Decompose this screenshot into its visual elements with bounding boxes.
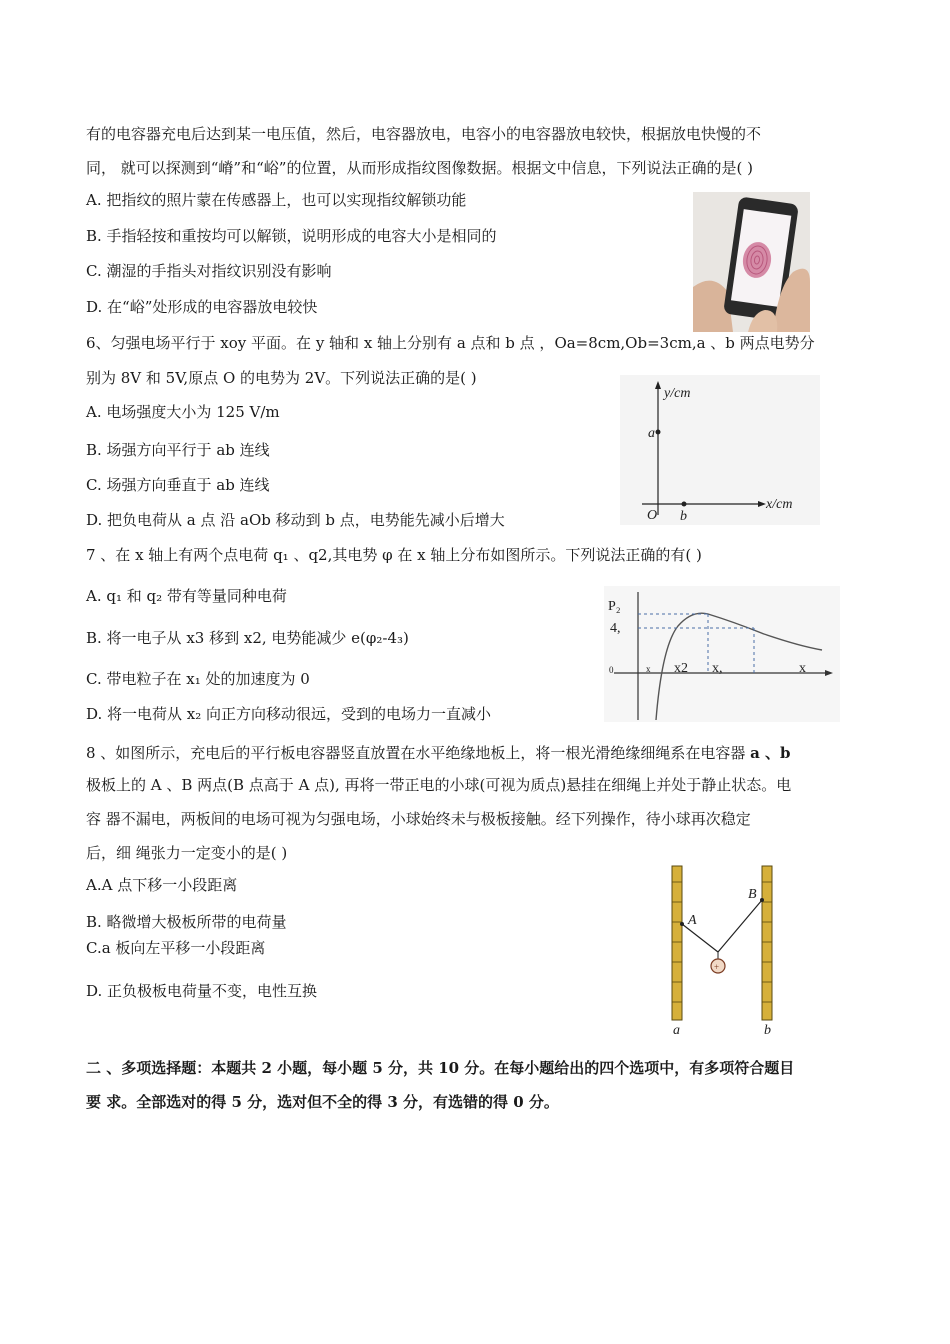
q8-plate-a (672, 866, 682, 1020)
q8-plate-b-label: b (764, 1023, 771, 1038)
q8-stem-line-3: 容 器不漏电，两板间的电场可视为匀强电场，小球始终未与极板接触。经下列操作，待小球再次稳定 (86, 810, 751, 828)
q6-point-a-dot (656, 430, 661, 435)
q8-capacitor-figure (660, 862, 785, 1040)
q6-option-b: B. 场强方向平行于 ab 连线 (86, 441, 270, 459)
q8-plate-b (762, 866, 772, 1020)
q6-stem-line-2: 别为 8V 和 5V,原点 O 的电势为 2V。下列说法正确的是( ) (86, 369, 477, 387)
q8-stem-line-1-text: 8 、如图所示，充电后的平行板电容器竖直放置在水平绝缘地板上，将一根光滑绝缘细绳系在电容器 (86, 744, 751, 762)
q8-B-label: B (748, 887, 757, 902)
section2-line-1: 二 、多项选择题：本题共 2 小题，每小题 5 分，共 10 分。在每小题给出的四个选项中，有多项符合题目 (86, 1059, 795, 1077)
q7-x2-label: x2 (674, 661, 688, 676)
q7-option-a: A. q₁ 和 q₂ 带有等量同种电荷 (86, 587, 287, 605)
q6-option-a: A. 电场强度大小为 125 V/m (86, 403, 280, 421)
section2-line-2: 要 求。全部选对的得 5 分，选对但不全的得 3 分，有选错的得 0 分。 (86, 1093, 559, 1111)
q6-option-d: D. 把负电荷从 a 点 沿 aOb 移动到 b 点，电势能先减小后增大 (86, 511, 505, 529)
q7-x-axis-label: x (799, 661, 806, 676)
q6-y-label: y/cm (664, 386, 691, 401)
q8-stem-line-2: 极板上的 A 、B 两点(B 点高于 A 点), 再将一带正电的小球(可视为质点)悬挂在细绳上并处于静止状态。电 (86, 776, 792, 794)
intro-line-2: 同， 就可以探测到“嵴”和“峪”的位置，从而形成指纹图像数据。根据文中信息，下列说法正确的是( ) (86, 159, 753, 177)
q7-option-d: D. 将一电荷从 x₂ 向正方向移动很远，受到的电场力一直减小 (86, 705, 492, 723)
q6-point-b-dot (682, 502, 687, 507)
q6-stem-line-1: 6、匀强电场平行于 xoy 平面。在 y 轴和 x 轴上分别有 a 点和 b 点 ，Oa=8cm,Ob=3cm,a 、b 两点电势分 (86, 334, 815, 352)
q7-potential-figure (604, 586, 840, 722)
fingerprint-phone-image (693, 192, 810, 332)
q8-A-label: A (688, 913, 697, 928)
q7-zero-label: 0 (609, 665, 614, 675)
q7-x3-label: x, (712, 661, 723, 676)
q7-p4-label: 4, (610, 621, 621, 636)
q6-origin-label: O (647, 508, 658, 523)
q6-x-label: x/cm (766, 497, 793, 512)
q8-option-b: B. 略微增大极板所带的电荷量 (86, 913, 287, 931)
q8-stem-line-1 (86, 743, 791, 763)
q5-option-d: D. 在“峪”处形成的电容器放电较快 (86, 298, 318, 316)
q8-stem-line-4: 后，细 绳张力一定变小的是( ) (86, 844, 288, 862)
q8-option-a: A.A 点下移一小段距离 (86, 876, 238, 894)
q5-option-c: C. 潮湿的手指头对指纹识别没有影响 (86, 262, 332, 280)
q5-option-b: B. 手指轻按和重按均可以解锁，说明形成的电容大小是相同的 (86, 227, 497, 245)
q8-stem-line-1-plates: a 、b (750, 744, 791, 762)
intro-line-1: 有的电容器充电后达到某一电压值，然后，电容器放电，电容小的电容器放电较快，根据放电快慢的不 (86, 125, 762, 143)
q8-plate-a-label: a (673, 1023, 680, 1038)
q6-b-label: b (680, 509, 687, 524)
q6-coordinate-figure (620, 375, 820, 525)
q7-x1-label: x (646, 664, 651, 674)
q8-option-d: D. 正负极板电荷量不变，电性互换 (86, 982, 318, 1000)
q7-p2-label: P₂ (608, 599, 621, 614)
q8-plus-icon: + (714, 962, 720, 972)
q8-option-c: C.a 板向左平移一小段距离 (86, 939, 266, 957)
q6-a-label: a (648, 426, 655, 441)
q7-option-b: B. 将一电子从 x3 移到 x2, 电势能减少 e(φ₂-4₃) (86, 629, 409, 647)
q6-option-c: C. 场强方向垂直于 ab 连线 (86, 476, 270, 494)
q5-option-a: A. 把指纹的照片蒙在传感器上，也可以实现指纹解锁功能 (86, 191, 467, 209)
q7-option-c: C. 带电粒子在 x₁ 处的加速度为 0 (86, 670, 310, 688)
q7-stem: 7 、在 x 轴上有两个点电荷 q₁ 、q2,其电势 φ 在 x 轴上分布如图所示。下列说法正确的有( ) (86, 546, 702, 564)
